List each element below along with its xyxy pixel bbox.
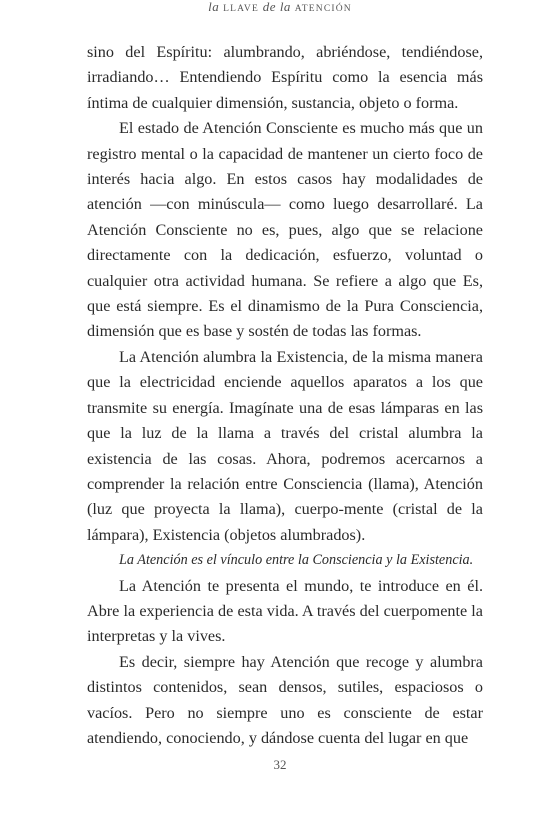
running-head-script-2: de la xyxy=(262,0,291,14)
paragraph-3: La Atención alumbra la Existencia, de la misma manera que la electricidad enciende aquellos aparatos a los que transmite su energía. Imagínate una de esas lámparas en las que la luz de la llama a través del cristal alumbra la existencia de las cosas. Ahora, podremos acercarnos a comprender la relación entre Consciencia (llama), Atención (luz que proyecta la llama), cuerpo-mente (cristal de la lámpara), Existencia (objetos alumbrados). xyxy=(87,347,483,544)
page-number: 32 xyxy=(273,757,287,772)
paragraph-2: El estado de Atención Consciente es mucho más que un registro mental o la capacidad de mantener un cierto foco de interés hacia algo. En estos casos hay modalidades de atención —con minúscula— como luego desarrollaré. La Atención Consciente no es, pues, algo que se relacione directamente con la dedicación, esfuerzo, voluntad o cualquier otra actividad humana. Se refiere a algo que Es, que está siempre. Es el dinamismo de la Pura Consciencia, dimensión que es base y sostén de todas las formas. xyxy=(87,119,483,341)
body-text xyxy=(87,40,483,751)
paragraph-4: La Atención te presenta el mundo, te introduce en él. Abre la experiencia de esta vida. A través del cuerpomente la interpretas y la vives. xyxy=(87,576,483,646)
running-head-caps-1: LLAVE xyxy=(223,4,259,14)
paragraph-1: sino del Espíritu: alumbrando, abriéndose, tendiéndose, irradiando… Entendiendo Espíritu como la esencia más íntima de cualquier dimensión, sustancia, objeto o forma. xyxy=(87,43,483,112)
italic-statement: La Atención es el vínculo entre la Consciencia y la Existencia. xyxy=(119,552,474,569)
running-head-script-1: la xyxy=(208,0,220,14)
running-head xyxy=(0,0,560,16)
paragraph-5: Es decir, siempre hay Atención que recoge y alumbra distintos contenidos, sean densos, sutiles, espaciosos o vacíos. Pero no siempre uno es consciente de estar atendiendo, conociendo, y dándose cuenta del lugar en que xyxy=(87,652,483,747)
running-head-caps-2: ATENCIÓN xyxy=(294,4,352,14)
